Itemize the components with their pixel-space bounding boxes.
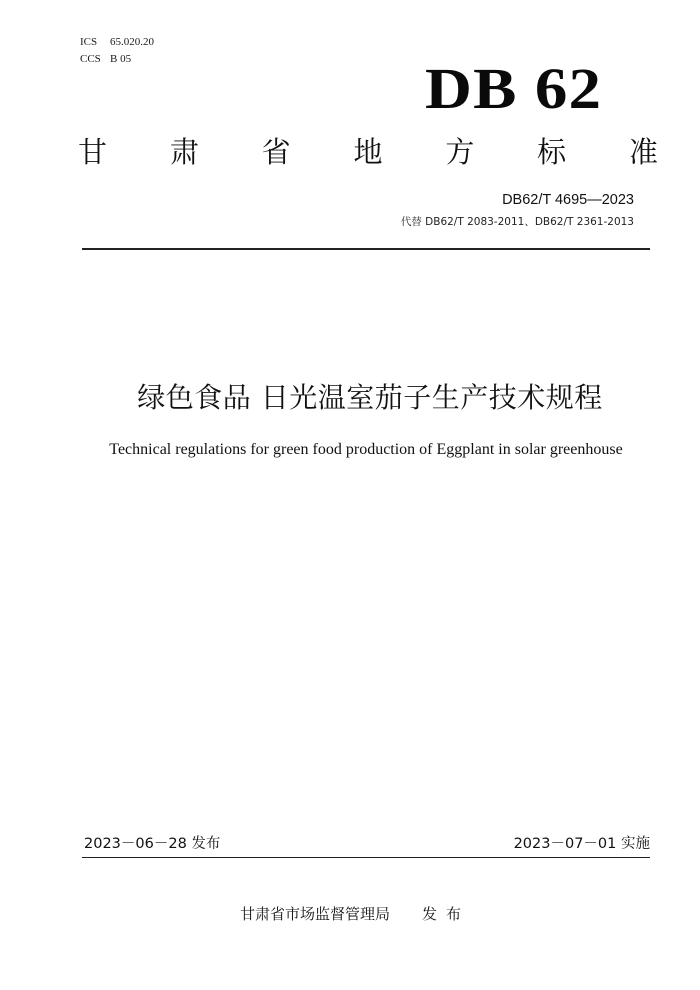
- title-chinese: 绿色食品 日光温室茄子生产技术规程: [137, 381, 603, 414]
- standard-number: DB62/T 4695—2023: [502, 192, 634, 208]
- bottom-divider: [82, 857, 650, 858]
- issuer-line: [240, 903, 470, 925]
- ics-line: [80, 34, 154, 51]
- issuer-name: 甘肃省市场监督管理局: [240, 905, 391, 923]
- db-mark: DB 62: [424, 56, 602, 121]
- standard-type-char: 肃: [169, 135, 199, 169]
- issue-date: 2023－06－28 发布: [84, 836, 221, 852]
- ics-label: ICS: [80, 36, 98, 48]
- replaces-note: 代替 DB62/T 2083-2011、DB62/T 2361-2013: [400, 216, 634, 228]
- standard-type-char: 地: [353, 135, 383, 169]
- top-divider: [82, 248, 650, 250]
- ccs-line: [80, 51, 154, 68]
- issue-word: 发布: [422, 905, 471, 923]
- standard-type-char: 方: [445, 135, 475, 169]
- standard-type: [78, 132, 658, 172]
- ccs-code: B 05: [110, 53, 132, 65]
- ccs-label: CCS: [80, 53, 101, 65]
- classification-codes: [80, 34, 154, 68]
- title-english: Technical regulations for green food production of Eggplant in solar greenhouse: [109, 441, 623, 458]
- standard-type-char: 甘: [78, 135, 108, 169]
- standard-type-char: 省: [261, 135, 291, 169]
- standard-type-char: 准: [628, 135, 658, 169]
- ics-code: 65.020.20: [110, 36, 154, 48]
- effective-date: 2023－07－01 实施: [513, 836, 650, 852]
- standard-type-char: 标: [537, 135, 567, 169]
